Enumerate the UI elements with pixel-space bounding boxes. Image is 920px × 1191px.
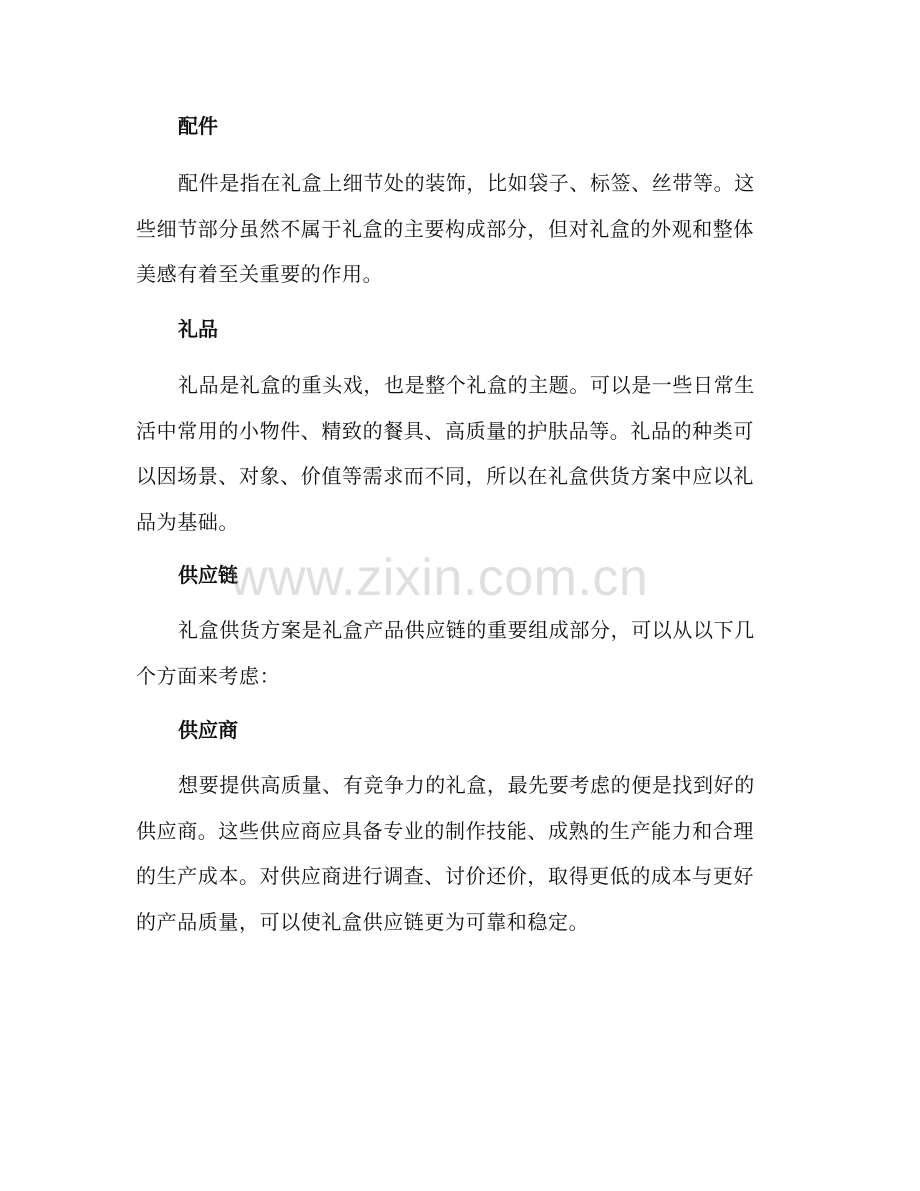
section-heading-supply-chain: 供应链	[178, 563, 238, 587]
paragraph-line: 供应商。这些供应商应具备专业的制作技能、成熟的生产能力和合理	[136, 818, 754, 843]
paragraph-gifts	[136, 363, 776, 545]
paragraph-line: 以因场景、对象、价值等需求而不同，所以在礼盒供货方案中应以礼	[136, 464, 754, 488]
paragraph-line: 品为基础。	[136, 509, 239, 534]
paragraph-line: 个方面来考虑：	[136, 663, 281, 688]
paragraph-line: 想要提供高质量、有竞争力的礼盒，最先要考虑的便是找到好的	[178, 773, 755, 797]
section-heading-gifts: 礼品	[178, 317, 218, 341]
paragraph-line: 礼品是礼盒的重头戏，也是整个礼盒的主题。可以是一些日常生	[178, 373, 755, 397]
section-heading-accessories: 配件	[178, 114, 218, 138]
paragraph-line: 美感有着至关重要的作用。	[136, 262, 384, 286]
paragraph-line: 的产品质量，可以使礼盒供应链更为可靠和稳定。	[136, 909, 590, 934]
paragraph-suppliers	[136, 763, 776, 945]
paragraph-line: 些细节部分虽然不属于礼盒的主要构成部分，但对礼盒的外观和整体	[136, 216, 754, 241]
paragraph-line: 配件是指在礼盒上细节处的装饰，比如袋子、标签、丝带等。这	[178, 171, 755, 195]
paragraph-line: 活中常用的小物件、精致的餐具、高质量的护肤品等。礼品的种类可	[136, 418, 754, 443]
paragraph-line: 的生产成本。对供应商进行调查、讨价还价，取得更低的成本与更好	[136, 864, 754, 888]
paragraph-line: 礼盒供货方案是礼盒产品供应链的重要组成部分，可以从以下几	[178, 618, 755, 642]
watermark-text: www.zixin.com.cn	[230, 549, 649, 607]
paragraph-accessories	[136, 161, 776, 298]
section-heading-suppliers: 供应商	[178, 718, 238, 742]
paragraph-supply-chain	[136, 608, 776, 699]
